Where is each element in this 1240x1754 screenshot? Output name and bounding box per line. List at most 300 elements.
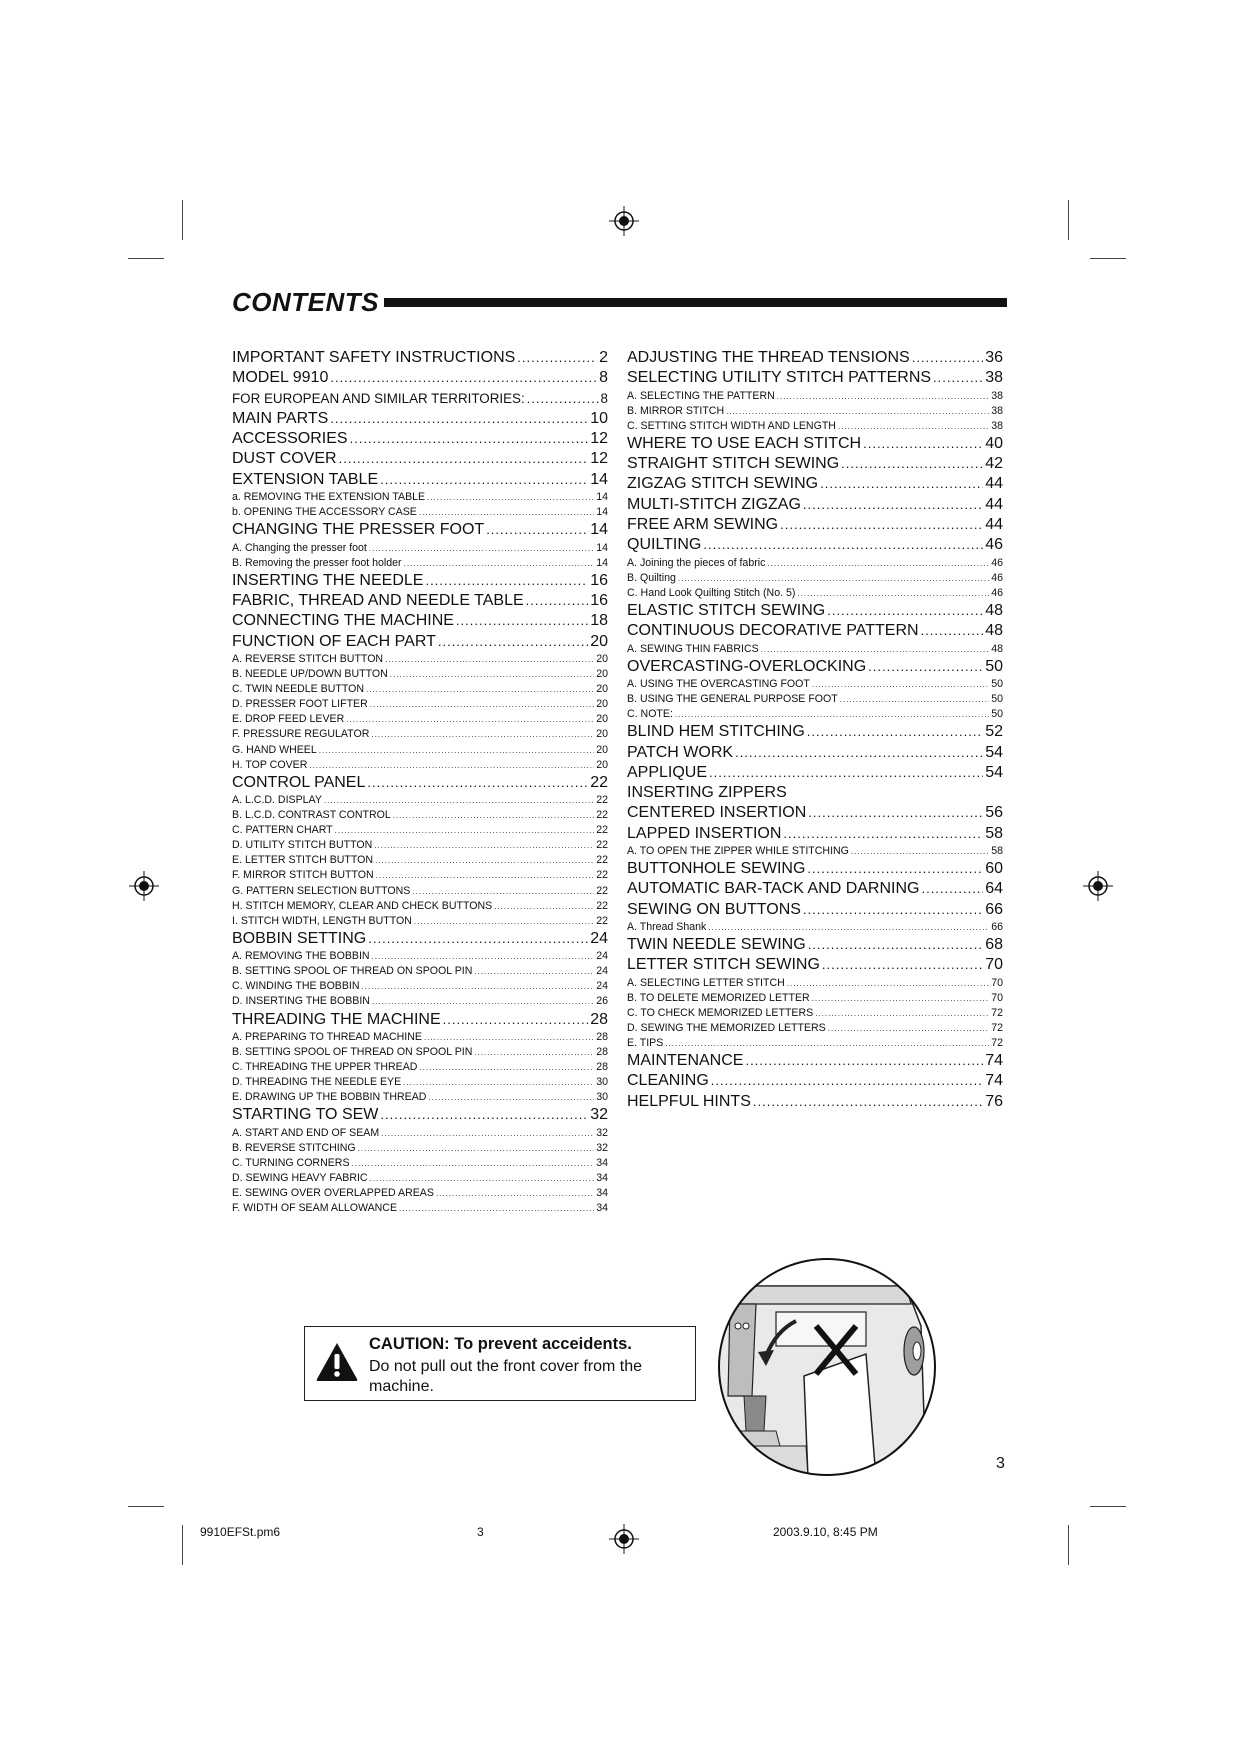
registration-mark-icon [609, 1524, 639, 1554]
contents-header [232, 286, 1007, 320]
toc-entry-title: EXTENSION TABLE [232, 470, 379, 488]
toc-leader-dots [309, 758, 594, 773]
crop-mark [1090, 1506, 1126, 1507]
toc-entry-page: 22 [596, 854, 608, 867]
toc-entry-page: 30 [596, 1076, 608, 1089]
toc-leader-dots [375, 853, 594, 868]
toc-entry [232, 758, 608, 773]
footer-filename: 9910EFSt.pm6 [200, 1525, 281, 1539]
footer-timestamp: 2003.9.10, 8:45 PM [773, 1525, 878, 1539]
crop-mark [1090, 258, 1126, 259]
toc-leader-dots [412, 884, 594, 899]
toc-entry-page: 2 [599, 349, 608, 366]
toc-leader-dots [708, 920, 989, 935]
toc-entry [627, 571, 1003, 586]
toc-entry-page: 18 [590, 612, 608, 630]
toc-entry-title: STRAIGHT STITCH SEWING [627, 455, 840, 473]
toc-entry [232, 490, 608, 505]
toc-entry [232, 823, 608, 838]
toc-entry [232, 505, 608, 520]
toc-entry-page: 42 [985, 455, 1003, 473]
toc-entry-page: 50 [991, 693, 1003, 706]
toc-entry-title: F. MIRROR STITCH BUTTON [232, 869, 374, 882]
toc-entry-title: B. SETTING SPOOL OF THREAD ON SPOOL PIN [232, 965, 473, 978]
toc-entry-title: ZIGZAG STITCH SEWING [627, 475, 819, 493]
toc-leader-dots [815, 1006, 989, 1021]
toc-leader-dots [745, 1051, 983, 1071]
toc-leader-dots [419, 505, 594, 520]
toc-entry [627, 556, 1003, 571]
toc-entry-title: C. Hand Look Quilting Stitch (No. 5) [627, 586, 796, 599]
toc-entry-page: 22 [596, 869, 608, 882]
toc-entry-title: B. TO DELETE MEMORIZED LETTER [627, 991, 810, 1004]
toc-entry-title: MAIN PARTS [232, 409, 329, 427]
toc-entry-page: 20 [596, 728, 608, 741]
toc-entry-page: 48 [985, 622, 1003, 640]
toc-entry [627, 976, 1003, 991]
toc-entry-page: 22 [596, 809, 608, 822]
toc-leader-dots [797, 586, 989, 601]
toc-entry [627, 368, 1003, 388]
toc-leader-dots [678, 571, 989, 586]
toc-entry [627, 1051, 1003, 1071]
crop-mark [128, 1506, 164, 1507]
toc-entry-title: C. WINDING THE BOBBIN [232, 980, 360, 993]
toc-entry-page: 28 [596, 1045, 608, 1058]
toc-entry-page: 24 [596, 950, 608, 963]
toc-entry-title: C. TO CHECK MEMORIZED LETTERS [627, 1006, 814, 1019]
toc-entry-page: 72 [991, 1037, 1003, 1050]
toc-leader-dots [527, 389, 599, 409]
toc-leader-dots [807, 859, 983, 879]
toc-entry [627, 955, 1003, 975]
toc-leader-dots [711, 1071, 983, 1091]
toc-leader-dots [419, 1060, 594, 1075]
toc-entry-page: 30 [596, 1091, 608, 1104]
toc-entry-title: C. THREADING THE UPPER THREAD [232, 1060, 418, 1073]
toc-entry-title: BOBBIN SETTING [232, 929, 367, 947]
title-rule [384, 298, 1007, 307]
toc-leader-dots [863, 434, 983, 454]
toc-leader-dots [803, 495, 983, 515]
toc-entry-title: A. Thread Shank [627, 920, 707, 933]
toc-entry [232, 632, 608, 652]
toc-leader-dots [393, 808, 594, 823]
toc-entry-page: 70 [991, 991, 1003, 1004]
toc-entry-title: AUTOMATIC BAR-TACK AND DARNING [627, 880, 920, 898]
toc-entry-title: A. REMOVING THE BOBBIN [232, 950, 370, 963]
toc-entry-title: C. TURNING CORNERS [232, 1156, 350, 1169]
toc-entry [627, 692, 1003, 707]
toc-leader-dots [807, 722, 983, 742]
toc-entry-page: 60 [985, 860, 1003, 878]
toc-entry [627, 642, 1003, 657]
toc-leader-dots [369, 541, 594, 556]
toc-entry-title: I. STITCH WIDTH, LENGTH BUTTON [232, 914, 412, 927]
toc-entry [232, 389, 608, 409]
toc-entry-page: 34 [596, 1171, 608, 1184]
toc-entry [627, 621, 1003, 641]
toc-entry-title: F. WIDTH OF SEAM ALLOWANCE [232, 1202, 398, 1215]
toc-entry [232, 541, 608, 556]
toc-entry-title: MAINTENANCE [627, 1052, 744, 1070]
toc-entry-page: 20 [596, 652, 608, 665]
toc-entry-page: 14 [596, 556, 608, 569]
toc-entry-title: D. UTILITY STITCH BUTTON [232, 839, 373, 852]
toc-entry-title: A. Joining the pieces of fabric [627, 556, 766, 569]
toc-entry-page: 28 [596, 1060, 608, 1073]
toc-leader-dots [803, 900, 983, 920]
toc-entry [627, 454, 1003, 474]
toc-entry-page: 46 [991, 571, 1003, 584]
toc-entry-page: 12 [590, 430, 608, 448]
toc-entry [627, 657, 1003, 677]
toc-leader-dots [436, 1186, 594, 1201]
caution-box [304, 1326, 696, 1401]
toc-entry-title: A. L.C.D. DISPLAY [232, 793, 322, 806]
toc-entry-title: D. SEWING THE MEMORIZED LETTERS [627, 1021, 826, 1034]
toc-entry-title: E. SEWING OVER OVERLAPPED AREAS [232, 1186, 434, 1199]
toc-entry-title: SELECTING UTILITY STITCH PATTERNS [627, 369, 932, 387]
toc-entry-page: 36 [985, 349, 1003, 366]
toc-entry [627, 803, 1003, 823]
toc-entry [627, 900, 1003, 920]
toc-entry-title: D. PRESSER FOOT LIFTER [232, 698, 368, 711]
toc-leader-dots [425, 571, 588, 591]
toc-leader-dots [372, 949, 595, 964]
toc-entry [232, 1060, 608, 1075]
toc-entry-page: 56 [985, 804, 1003, 822]
toc-entry-page: 16 [590, 592, 608, 610]
toc-entry [232, 808, 608, 823]
toc-entry-page: 66 [991, 920, 1003, 933]
toc-entry [232, 929, 608, 949]
toc-entry-title: CONTINUOUS DECORATIVE PATTERN [627, 622, 919, 640]
toc-entry-title: B. Removing the presser foot holder [232, 556, 402, 569]
toc-leader-dots [335, 823, 595, 838]
toc-entry [232, 697, 608, 712]
toc-entry-page: 20 [596, 743, 608, 756]
toc-entry-page: 14 [590, 470, 608, 488]
toc-leader-dots [358, 1141, 595, 1156]
toc-entry-title: SEWING ON BUTTONS [627, 900, 801, 918]
toc-entry-title: DUST COVER [232, 450, 337, 468]
toc-leader-dots [767, 556, 989, 571]
toc-entry-title: FOR EUROPEAN AND SIMILAR TERRITORIES: [232, 390, 525, 406]
toc-entry-title: D. INSERTING THE BOBBIN [232, 995, 370, 1008]
toc-entry [627, 348, 1003, 368]
toc-entry-page: 22 [596, 899, 608, 912]
toc-entry-title: ELASTIC STITCH SEWING [627, 601, 826, 619]
toc-entry-title: B. L.C.D. CONTRAST CONTROL [232, 809, 391, 822]
toc-entry [232, 949, 608, 964]
toc-leader-dots [370, 697, 594, 712]
toc-leader-dots [780, 515, 983, 535]
toc-entry [232, 368, 608, 388]
toc-entry-page: 24 [596, 980, 608, 993]
toc-entry [232, 1171, 608, 1186]
toc-leader-dots [427, 490, 594, 505]
toc-leader-dots [820, 474, 983, 494]
toc-leader-dots [474, 964, 594, 979]
toc-leader-dots [376, 868, 595, 883]
toc-entry [627, 1006, 1003, 1021]
toc-entry-page: 32 [596, 1141, 608, 1154]
toc-entry-title: A. PREPARING TO THREAD MACHINE [232, 1030, 422, 1043]
toc-entry [232, 979, 608, 994]
toc-entry [627, 419, 1003, 434]
toc-leader-dots [404, 556, 595, 571]
toc-entry [232, 1075, 608, 1090]
toc-entry-title: CONNECTING THE MACHINE [232, 612, 454, 630]
toc-leader-dots [443, 1010, 589, 1030]
toc-leader-dots [380, 1105, 588, 1125]
toc-entry-page: 14 [596, 506, 608, 519]
toc-entry-title: WHERE TO USE EACH STITCH [627, 434, 862, 452]
toc-entry [627, 991, 1003, 1006]
toc-entry-title: A. TO OPEN THE ZIPPER WHILE STITCHING [627, 844, 849, 857]
toc-entry [232, 914, 608, 929]
caution-title: CAUTION: To prevent acceidents. [369, 1335, 632, 1353]
toc-entry [232, 1030, 608, 1045]
toc-entry-title: F. PRESSURE REGULATOR [232, 728, 370, 741]
toc-entry-title: CENTERED INSERTION [627, 804, 807, 822]
toc-entry-title: QUILTING [627, 536, 702, 554]
toc-entry [232, 712, 608, 727]
toc-entry-title: FABRIC, THREAD AND NEEDLE TABLE [232, 592, 524, 610]
toc-entry [232, 773, 608, 793]
toc-right-column [627, 348, 1003, 1112]
toc-leader-dots [339, 449, 589, 469]
toc-entry [232, 611, 608, 631]
toc-entry-title: CLEANING [627, 1072, 709, 1090]
toc-leader-dots [385, 652, 594, 667]
toc-entry [232, 743, 608, 758]
toc-entry-page: 22 [596, 914, 608, 927]
toc-entry-title: B. MIRROR STITCH [627, 404, 725, 417]
toc-entry [232, 571, 608, 591]
footer-page: 3 [477, 1525, 484, 1539]
toc-entry [627, 586, 1003, 601]
toc-entry-title: A. USING THE OVERCASTING FOOT [627, 677, 810, 690]
toc-entry-page: 70 [991, 976, 1003, 989]
toc-entry-title: H. STITCH MEMORY, CLEAR AND CHECK BUTTONS [232, 899, 493, 912]
toc-entry-page: 72 [991, 1021, 1003, 1034]
toc-entry-title: C. SETTING STITCH WIDTH AND LENGTH [627, 419, 836, 432]
toc-leader-dots [486, 520, 588, 540]
toc-entry [232, 1090, 608, 1105]
toc-leader-dots [374, 838, 594, 853]
toc-entry-title: E. TIPS [627, 1037, 664, 1050]
toc-entry [627, 515, 1003, 535]
toc-entry-title: C. PATTERN CHART [232, 824, 333, 837]
toc-entry-title: B. REVERSE STITCHING [232, 1141, 356, 1154]
toc-entry-page: 10 [590, 409, 608, 427]
toc-entry [627, 1071, 1003, 1091]
toc-entry-page: 8 [600, 390, 608, 406]
warning-icon [315, 1341, 359, 1383]
toc-entry-title: A. REVERSE STITCH BUTTON [232, 652, 384, 665]
toc-entry-page: 20 [596, 683, 608, 696]
toc-entry [232, 1010, 608, 1030]
toc-entry-page: 64 [985, 880, 1003, 898]
toc-leader-dots [735, 743, 983, 763]
toc-entry-title: E. DRAWING UP THE BOBBIN THREAD [232, 1091, 427, 1104]
toc-entry-page: 28 [590, 1010, 608, 1028]
toc-entry-page: 44 [985, 475, 1003, 493]
toc-entry-page: 46 [991, 556, 1003, 569]
toc-leader-dots [494, 899, 594, 914]
toc-leader-dots [726, 404, 989, 419]
toc-entry-page: 74 [985, 1072, 1003, 1090]
toc-leader-dots [381, 1126, 594, 1141]
toc-entry-title: INSERTING ZIPPERS [627, 784, 787, 802]
toc-entry-title: B. Quilting [627, 571, 676, 584]
toc-leader-dots [812, 991, 990, 1006]
toc-entry-title: MULTI-STITCH ZIGZAG [627, 495, 801, 513]
toc-entry-page: 14 [596, 541, 608, 554]
toc-leader-dots [414, 914, 594, 929]
toc-entry [232, 1201, 608, 1216]
toc-entry-title: CHANGING THE PRESSER FOOT [232, 521, 485, 539]
toc-leader-dots [371, 727, 594, 742]
toc-entry-page: 50 [991, 677, 1003, 690]
page-number: 3 [996, 1455, 1005, 1472]
page-title: CONTENTS [232, 287, 379, 317]
toc-leader-dots [390, 667, 594, 682]
toc-entry-title: MODEL 9910 [232, 369, 329, 387]
toc-leader-dots [851, 844, 989, 859]
registration-mark-icon [1083, 871, 1113, 901]
crop-mark [1068, 1525, 1069, 1565]
toc-leader-dots [380, 470, 588, 490]
crop-mark [182, 1525, 183, 1565]
toc-entry [627, 844, 1003, 859]
toc-entry-page: 22 [590, 773, 608, 791]
toc-entry [232, 1186, 608, 1201]
toc-entry [232, 1045, 608, 1060]
toc-leader-dots [372, 994, 594, 1009]
toc-entry-title: THREADING THE MACHINE [232, 1010, 441, 1028]
toc-entry-page: 40 [985, 434, 1003, 452]
toc-entry [232, 591, 608, 611]
toc-entry [627, 743, 1003, 763]
toc-entry-title: H. TOP COVER [232, 758, 308, 771]
toc-leader-dots [428, 1090, 594, 1105]
toc-entry-page: 58 [991, 844, 1003, 857]
toc-entry-title: BLIND HEM STITCHING [627, 723, 805, 741]
toc-entry-page: 28 [596, 1030, 608, 1043]
toc-leader-dots [368, 929, 588, 949]
toc-entry-title: C. NOTE: [627, 708, 673, 721]
toc-entry-page: 52 [985, 723, 1003, 741]
toc-entry-title: D. THREADING THE NEEDLE EYE [232, 1076, 402, 1089]
toc-leader-dots [370, 1171, 595, 1186]
toc-entry-title: G. PATTERN SELECTION BUTTONS [232, 884, 411, 897]
toc-entry-page: 66 [985, 900, 1003, 918]
toc-entry-page: 20 [596, 758, 608, 771]
toc-leader-dots [921, 621, 984, 641]
toc-entry-page: 20 [590, 632, 608, 650]
toc-entry-page: 34 [596, 1186, 608, 1199]
toc-entry-title: E. DROP FEED LEVER [232, 713, 345, 726]
toc-entry-page: 20 [596, 668, 608, 681]
toc-entry [232, 652, 608, 667]
toc-entry-page: 22 [596, 884, 608, 897]
toc-entry-title: G. HAND WHEEL [232, 743, 317, 756]
toc-entry-page: 12 [590, 450, 608, 468]
toc-leader-dots [330, 368, 597, 388]
toc-entry [627, 495, 1003, 515]
toc-entry-page: 38 [991, 404, 1003, 417]
toc-entry-title: B. USING THE GENERAL PURPOSE FOOT [627, 693, 838, 706]
toc-entry-page: 38 [991, 419, 1003, 432]
registration-mark-icon [129, 871, 159, 901]
toc-entry-page: 38 [985, 369, 1003, 387]
crop-mark [1068, 200, 1069, 240]
toc-leader-dots [675, 707, 989, 722]
toc-entry [232, 470, 608, 490]
toc-leader-dots [399, 1201, 594, 1216]
toc-entry-title: A. START AND END OF SEAM [232, 1126, 380, 1139]
toc-leader-dots [783, 824, 983, 844]
toc-entry-title: ACCESSORIES [232, 430, 348, 448]
toc-entry-page: 20 [596, 713, 608, 726]
crop-mark [182, 200, 183, 240]
toc-entry-title: APPLIQUE [627, 763, 708, 781]
toc-entry [627, 920, 1003, 935]
toc-entry [232, 853, 608, 868]
toc-entry-page: 44 [985, 516, 1003, 534]
toc-leader-dots [346, 712, 594, 727]
toc-entry [232, 520, 608, 540]
toc-entry [232, 1126, 608, 1141]
toc-entry [627, 404, 1003, 419]
toc-entry-title: A. SELECTING THE PATTERN [627, 389, 775, 402]
toc-leader-dots [709, 763, 983, 783]
toc-entry-page: 58 [985, 824, 1003, 842]
toc-left-column [232, 348, 608, 1216]
toc-entry [627, 722, 1003, 742]
toc-entry-title: LETTER STITCH SEWING [627, 956, 820, 974]
toc-entry-title: OVERCASTING-OVERLOCKING [627, 657, 867, 675]
toc-leader-dots [808, 935, 984, 955]
toc-entry-page: 14 [590, 521, 608, 539]
toc-entry [627, 763, 1003, 783]
toc-leader-dots [362, 979, 595, 994]
toc-leader-dots [474, 1045, 594, 1060]
toc-entry [232, 449, 608, 469]
toc-entry-title: IMPORTANT SAFETY INSTRUCTIONS [232, 349, 516, 366]
toc-entry [232, 409, 608, 429]
front-cover-illustration [716, 1256, 938, 1478]
toc-entry [232, 884, 608, 899]
toc-leader-dots [812, 677, 989, 692]
crop-mark [128, 258, 164, 259]
toc-entry [232, 667, 608, 682]
toc-entry [232, 1156, 608, 1171]
toc-entry-title: PATCH WORK [627, 743, 734, 761]
toc-entry [627, 1021, 1003, 1036]
toc-entry-title: a. REMOVING THE EXTENSION TABLE [232, 491, 426, 504]
toc-entry-page: 72 [991, 1006, 1003, 1019]
toc-leader-dots [787, 976, 989, 991]
toc-entry-title: BUTTONHOLE SEWING [627, 860, 806, 878]
toc-entry-page: 48 [991, 642, 1003, 655]
toc-leader-dots [517, 348, 597, 368]
toc-entry-page: 48 [985, 601, 1003, 619]
toc-entry-title: INSERTING THE NEEDLE [232, 571, 424, 589]
